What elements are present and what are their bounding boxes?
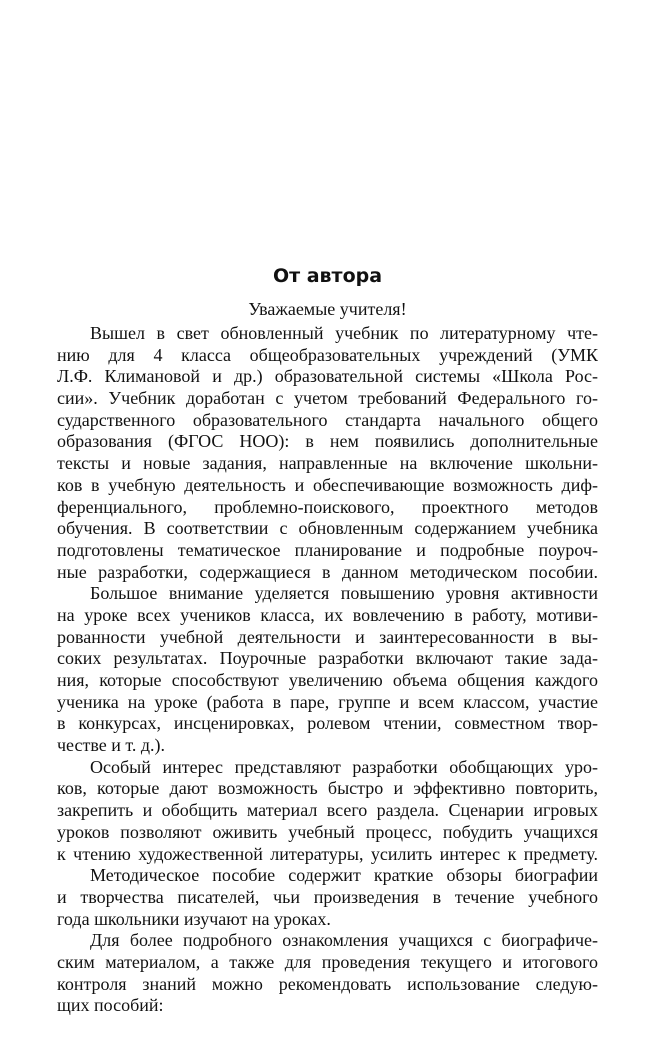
text-line: контроля знаний можно рекомендовать использование следую- [57,973,598,994]
text-line: сударственного образовательного стандарта начального общего [57,409,598,430]
text-line: ные разработки, содержащиеся в данном методическом пособии. [57,561,598,582]
text-line: обучения. В соответствии с обновленным содержанием учебника [57,518,598,539]
text-line: в конкурсах, инсценировках, ролевом чтении, совместном твор- [57,713,598,734]
text-line: Большое внимание уделяется повышению уровня активности [90,583,598,604]
text-line: Л.Ф. Климановой и др.) образовательной системы «Школа Рос- [57,366,598,387]
text-line: ференциального, проблемно-поискового, проектного методов [57,496,598,517]
text-line: Для более подробного ознакомления учащихся с биографиче- [90,930,598,951]
text-line: подготовлены тематическое планирование и подробные поуроч- [57,539,598,560]
text-line: ученика на уроке (работа в паре, группе и всем классом, участие [57,691,598,712]
paragraph-1 [57,323,598,583]
text-line: Особый интерес представляют разработки обобщающих уро- [90,756,598,777]
text-line: и творчества писателей, чьи произведения в течение учебного [57,886,598,907]
text-line: ния, которые способствуют увеличению объема общения каждого [57,670,598,690]
text-line: закрепить и обобщить материал всего раздела. Сценарии игровых [57,800,598,821]
text-line: рованности учебной деятельности и заинтересованности в вы- [57,626,598,647]
text-line: к чтению художественной литературы, усилить интерес к предмету. [57,843,598,864]
text-line: года школьники изучают на уроках. [57,908,331,929]
text-line: нию для 4 класса общеобразовательных учреждений (УМК [57,344,598,365]
text-line: сии». Учебник доработан с учетом требований Федерального го- [57,388,598,409]
text-line: честве и т. д.). [57,735,166,756]
salutation: Уважаемые учителя! [248,299,407,319]
text-line: тексты и новые задания, направленные на включение школьни- [57,453,598,474]
text-line: соких результатах. Поурочные разработки включают такие зада- [57,648,598,669]
paragraph-3 [57,757,598,865]
text-line: щих пособий: [57,995,164,1016]
text-line: ков, которые дают возможность быстро и эффективно повторить, [57,778,598,799]
paragraph-4 [57,865,598,930]
paragraph-2 [57,583,598,757]
text-line: на уроке всех учеников класса, их вовлечению в работу, мотиви- [57,604,598,625]
text-line: образования (ФГОС НОО): в нем появились дополнительные [57,431,598,452]
page-title: От автора [272,265,383,287]
text-line: Вышел в свет обновленный учебник по литературному чте- [90,323,598,343]
paragraph-5 [57,930,598,1017]
text-line: ков в учебную деятельность и обеспечивающие возможность диф- [57,474,598,495]
text-line: ским материалом, а также для проведения текущего и итогового [57,951,598,972]
text-line: уроков позволяют оживить учебный процесс, побудить учащихся [57,821,598,842]
body-text [57,323,598,1017]
text-line: Методическое пособие содержит краткие обзоры биографии [90,865,598,886]
